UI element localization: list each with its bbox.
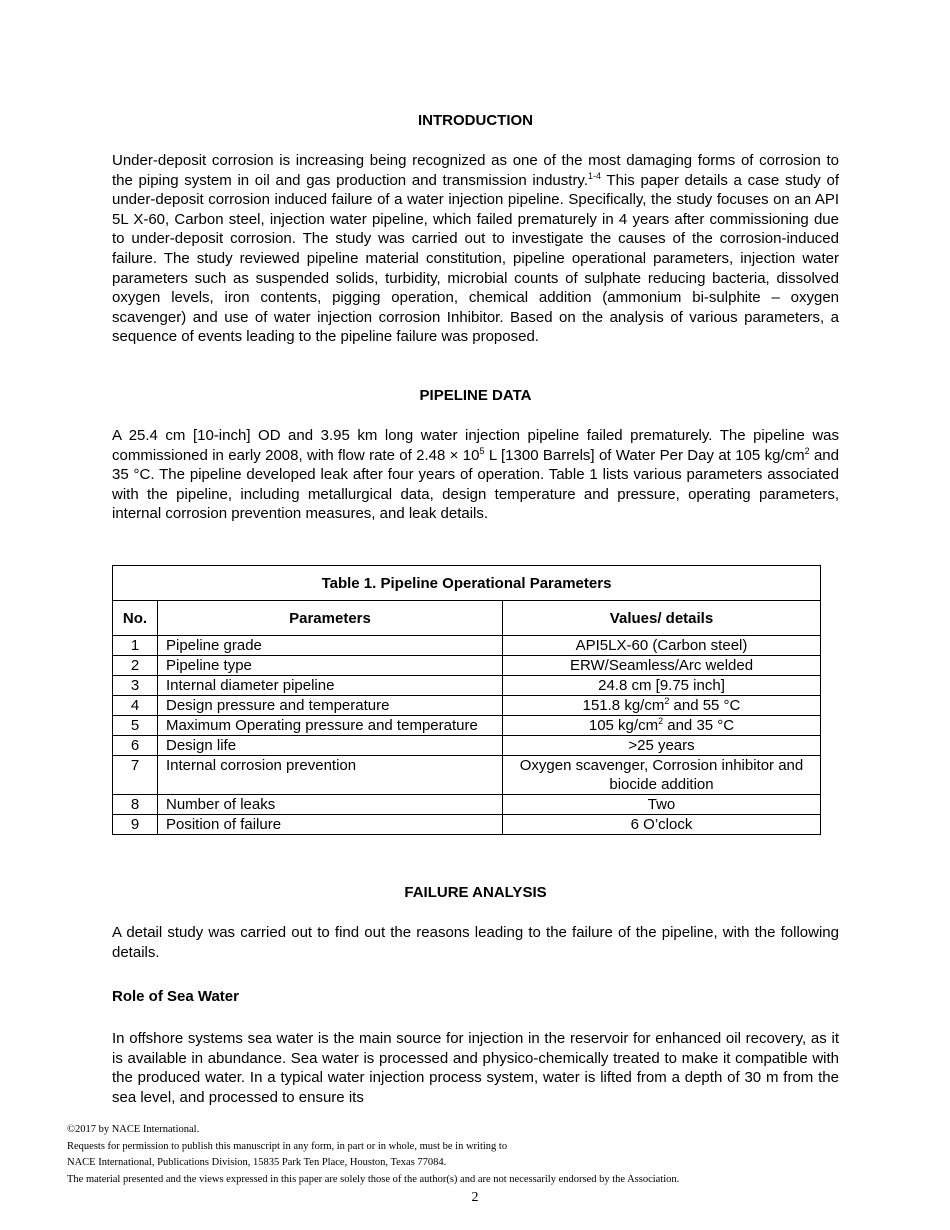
pipeline-text-b: L [1300 Barrels] of Water Per Day at 105 kg/cm (484, 446, 805, 464)
unit-superscript: 2 (664, 696, 670, 706)
row-number: 9 (113, 815, 158, 835)
column-header-parameters: Parameters (158, 601, 503, 636)
row-value: 24.8 cm [9.75 inch] (503, 676, 821, 696)
row-value: ERW/Seamless/Arc welded (503, 656, 821, 676)
table-row (113, 656, 821, 676)
role-of-sea-water-subheading: Role of Sea Water (112, 988, 239, 1005)
table-row (113, 636, 821, 656)
row-value-text: and 35 °C (663, 717, 735, 734)
table-row (113, 795, 821, 815)
introduction-paragraph (112, 151, 839, 347)
failure-analysis-paragraph: A detail study was carried out to find out the reasons leading to the failure of the pipeline, with the following details. (112, 924, 839, 961)
table-header-row (113, 601, 821, 636)
copyright-footer (67, 1122, 679, 1188)
table-caption-row (113, 566, 821, 601)
row-parameter: Maximum Operating pressure and temperature (158, 716, 503, 736)
table-row (113, 736, 821, 756)
row-parameter: Design pressure and temperature (158, 696, 503, 716)
row-value (503, 696, 821, 716)
table-row (113, 815, 821, 835)
row-parameter: Internal corrosion prevention (158, 756, 503, 795)
row-parameter: Pipeline type (158, 656, 503, 676)
row-parameter: Number of leaks (158, 795, 503, 815)
row-value: Two (503, 795, 821, 815)
table-caption: Table 1. Pipeline Operational Parameters (113, 566, 821, 601)
row-number: 8 (113, 795, 158, 815)
table-row (113, 716, 821, 736)
sea-water-paragraph: In offshore systems sea water is the main source for injection in the reservoir for enhanced oil recovery, as it is available in abundance. Sea water is processed and physico-chemically treated to make it compatible with the produced water. In a typical water injection process system, water is lifted from a depth of 30 m from the sea level, and processed to ensure its (112, 1030, 839, 1106)
row-number: 4 (113, 696, 158, 716)
pipeline-text-c: and 35 °C. The pipeline developed leak after four years of operation. Table 1 lists various parameters associated with the pipeline, including metallurgical data, design temperature and pressure, operating parameters, internal corrosion prevention measures, and leak details. (112, 446, 839, 523)
introduction-text-b: This paper details a case study of under-deposit corrosion induced failure of a water injection pipeline. Specifically, the study focuses on an API 5L X-60, Carbon steel, injection water pipeline, which failed prematurely in 4 years after commissioning due to under-deposit corrosion. The study was carried out to investigate the causes of the corrosion-induced failure. The study reviewed pipeline material constitution, pipeline operational parameters, injection water parameters such as suspended solids, turbidity, microbial counts of sulphate reducing bacteria, dissolved oxygen levels, iron contents, pigging operation, chemical addition (ammonium bi-sulphite – oxygen scavenger) and use of water injection corrosion Inhibitor. Based on the analysis of various parameters, a sequence of events leading to the pipeline failure was proposed. (112, 171, 839, 346)
unit-superscript: 2 (658, 716, 664, 726)
column-header-values: Values/ details (503, 601, 821, 636)
page-number: 2 (471, 1190, 479, 1205)
row-parameter: Design life (158, 736, 503, 756)
pipeline-text-a: A 25.4 cm [10-inch] OD and 3.95 km long water injection pipeline failed prematurely. The pipeline was commissioned in early 2008, with flow rate of 2.48 × 10 (112, 427, 839, 464)
row-number: 3 (113, 676, 158, 696)
row-parameter: Internal diameter pipeline (158, 676, 503, 696)
introduction-text-a: Under-deposit corrosion is increasing being recognized as one of the most damaging forms of corrosion to the piping system in oil and gas production and transmission industry. (112, 152, 839, 189)
row-value: API5LX-60 (Carbon steel) (503, 636, 821, 656)
footer-line: Requests for permission to publish this manuscript in any form, in part or in whole, must be in writing to (67, 1140, 508, 1152)
row-value-text: 151.8 kg/cm (582, 697, 665, 714)
pipeline-data-paragraph (112, 426, 839, 524)
row-number: 5 (113, 716, 158, 736)
failure-analysis-heading: FAILURE ANALYSIS (404, 884, 547, 901)
footer-line: NACE International, Publications Division, 15835 Park Ten Place, Houston, Texas 77084. (67, 1157, 447, 1168)
row-number: 2 (113, 656, 158, 676)
row-parameter: Pipeline grade (158, 636, 503, 656)
pipeline-parameters-table (112, 565, 821, 835)
footer-line: The material presented and the views expressed in this paper are solely those of the author(s) and are not necessarily endorsed by the Association. (67, 1173, 680, 1185)
unit-superscript: 2 (804, 445, 810, 456)
row-value (503, 716, 821, 736)
row-number: 6 (113, 736, 158, 756)
introduction-heading: INTRODUCTION (418, 112, 533, 129)
table-row (113, 676, 821, 696)
row-value-text: and 55 °C (669, 697, 741, 714)
table-row (113, 756, 821, 795)
row-value-text: 105 kg/cm (588, 717, 659, 734)
row-parameter: Position of failure (158, 815, 503, 835)
footer-line: ©2017 by NACE International. (67, 1124, 200, 1135)
exponent-superscript: 5 (479, 445, 485, 456)
pipeline-data-heading: PIPELINE DATA (419, 387, 532, 404)
reference-superscript: 1-4 (588, 170, 602, 181)
row-value: 6 O’clock (503, 815, 821, 835)
row-value: Oxygen scavenger, Corrosion inhibitor and biocide addition (503, 756, 821, 795)
row-number: 1 (113, 636, 158, 656)
column-header-no: No. (113, 601, 158, 636)
row-number: 7 (113, 756, 158, 795)
row-value: >25 years (503, 736, 821, 756)
table-row (113, 696, 821, 716)
